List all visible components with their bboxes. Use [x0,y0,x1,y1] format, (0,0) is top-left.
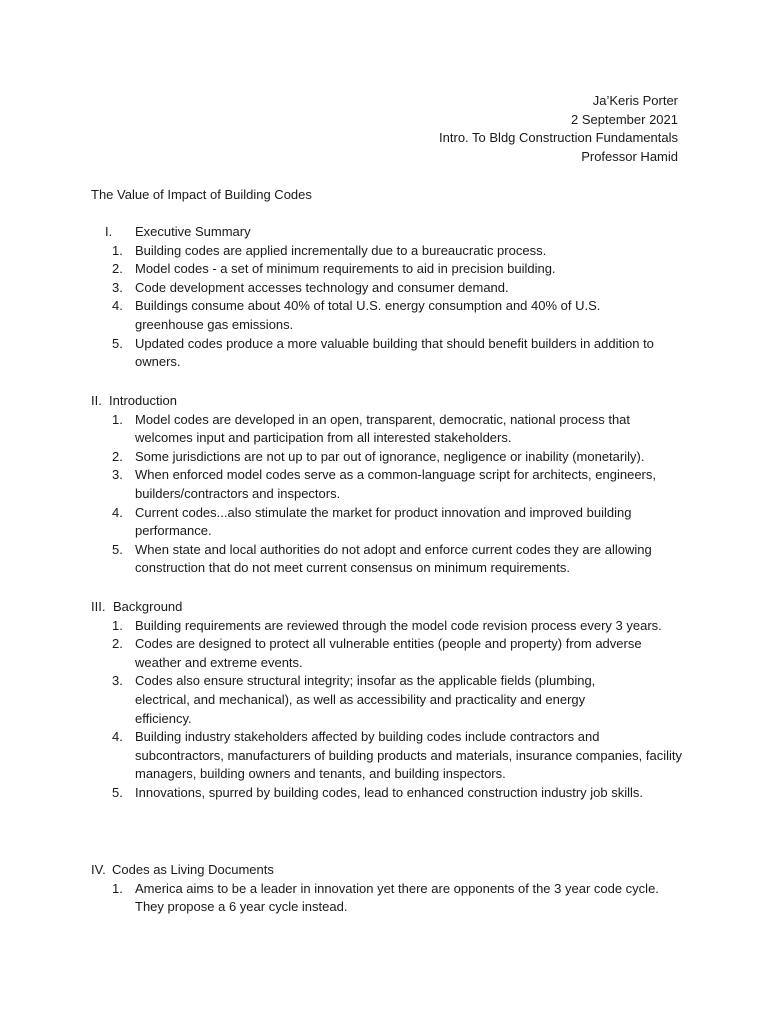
section-item-list [91,411,691,578]
section-item-list [91,880,691,917]
section-executive-summary [91,223,691,372]
list-item: 3. Code development accesses technology and consumer demand. [112,279,509,295]
section-heading [91,861,691,880]
list-item: 1. Building requirements are reviewed through the model code revision process every 3 years. [112,617,662,633]
author-name: Ja’Keris Porter [592,93,678,108]
section-number: IV. [91,862,106,877]
section-heading [91,223,691,242]
list-item: 1. Model codes are developed in an open, transparent, democratic, national process that welcomes input and participation from all interested stakeholders. [112,411,631,446]
list-item: 5. Innovations, spurred by building codes, lead to enhanced construction industry job skills. [112,784,644,800]
list-item: 2. Codes are designed to protect all vulnerable entities (people and property) from adverse weather and extreme events. [112,636,642,670]
list-item: 4. Current codes...also stimulate the market for product innovation and improved building performance. [112,504,632,539]
section-item-list [91,617,691,803]
list-item: 4. Building industry stakeholders affected by building codes include contractors and subcontractors, manufacturers of building products and materials, insurance companies, facility managers, building owners and tenants, and building inspectors. [112,729,682,782]
section-title: Introduction [109,393,177,408]
section-background [91,598,691,803]
section-introduction [91,392,691,578]
document-title: The Value of Impact of Building Codes [91,187,312,202]
list-item: 5. Updated codes produce a more valuable building that should benefit builders in addition to owners. [112,335,654,370]
course-name: Intro. To Bldg Construction Fundamentals [439,130,678,146]
list-item: 1. America aims to be a leader in innovation yet there are opponents of the 3 year code cycle. They propose a 6 year cycle instead. [112,880,659,915]
section-title: Executive Summary [135,224,251,239]
header-block [439,92,678,166]
list-item: 5. When state and local authorities do not adopt and enforce current codes they are allowing construction that do not meet current consensus on minimum requirements. [112,541,652,576]
professor-name: Professor Hamid [581,148,678,164]
section-heading [91,598,691,617]
section-item-list [91,242,691,372]
list-item: 4. Buildings consume about 40% of total U.S. energy consumption and 40% of U.S. greenhouse gas emissions. [112,298,601,332]
section-number: III. [91,599,106,614]
list-item: 3. Codes also ensure structural integrity; insofar as the applicable fields (plumbing, electrical, and mechanical), as well as accessibility and practicality and energy efficiency. [112,673,596,726]
section-number: I. [105,224,113,239]
section-title: Codes as Living Documents [112,862,274,877]
section-codes-as-living-documents [91,861,691,917]
list-item: 3. When enforced model codes serve as a common-language script for architects, engineers, builders/contractors and inspectors. [112,467,656,501]
document-date: 2 September 2021 [571,111,678,127]
section-number: II. [91,393,102,408]
section-heading [91,392,691,411]
list-item: 1. Building codes are applied incrementally due to a bureaucratic process. [112,242,547,258]
list-item: 2. Some jurisdictions are not up to par out of ignorance, negligence or inability (monetarily). [112,448,645,464]
section-title: Background [113,599,183,614]
list-item: 2. Model codes - a set of minimum requirements to aid in precision building. [112,261,556,277]
